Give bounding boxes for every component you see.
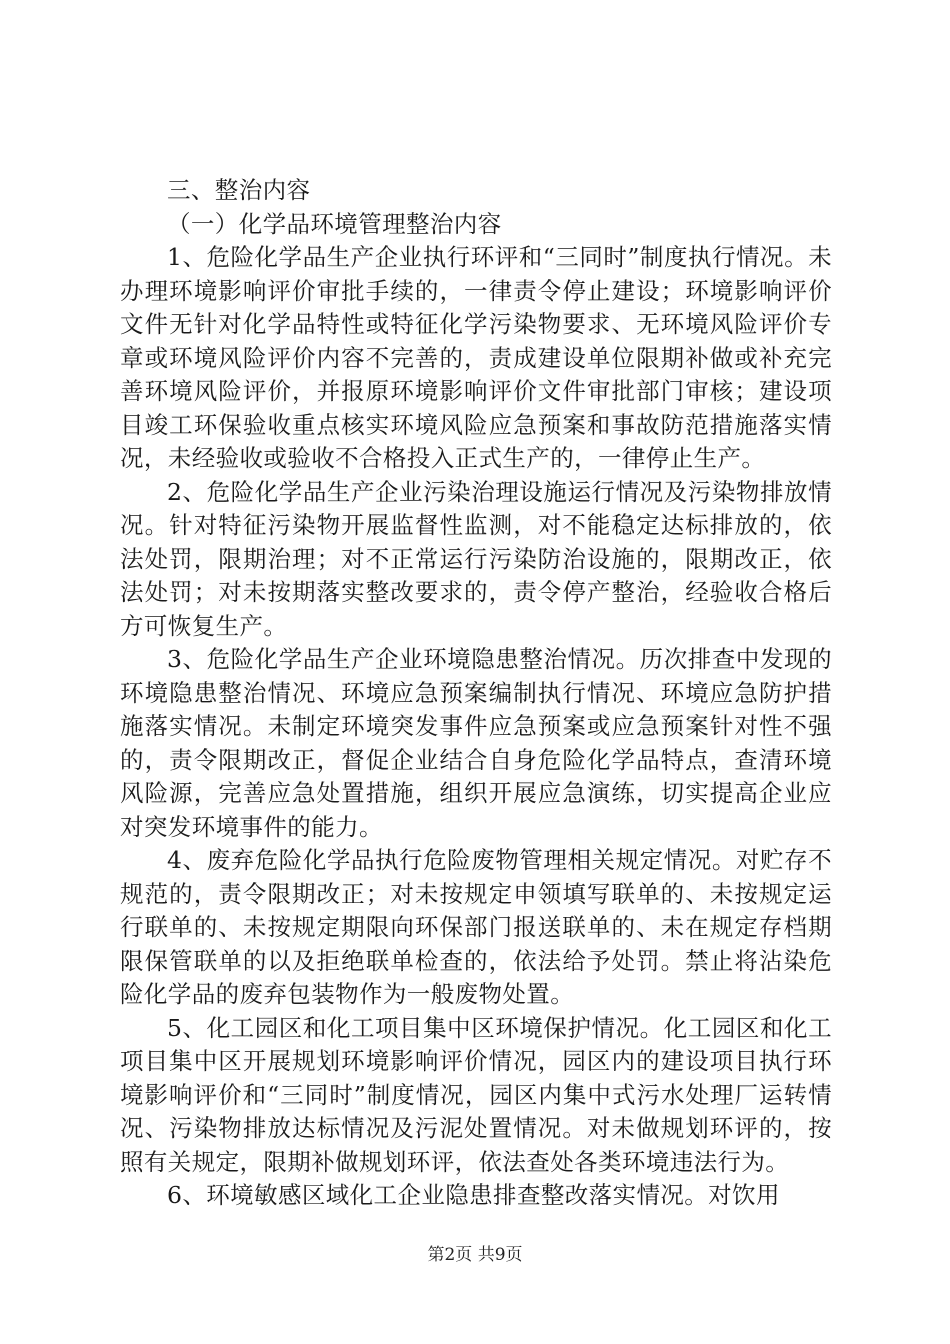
paragraph-item-5: 5、化工园区和化工项目集中区环境保护情况。化工园区和化工项目集中区开展规划环境影响评价情况，园区内的建设项目执行环境影响评价和“三同时”制度情况，园区内集中式污水处理厂运转情况、污染物排放达标情况及污泥处置情况。对未做规划环评的，按照有关规定，限期补做规划环评，依法查处各类环境违法行为。 <box>120 1013 832 1176</box>
paragraph-item-2: 2、危险化学品生产企业污染治理设施运行情况及污染物排放情况。针对特征污染物开展监督性监测，对不能稳定达标排放的，依法处罚，限期治理；对不正常运行污染防治设施的，限期改正，依法处罚；对未按期落实整改要求的，责令停产整治，经验收合格后方可恢复生产。 <box>120 477 832 640</box>
document-body <box>120 174 832 1213</box>
section-heading: 三、整治内容 <box>167 176 311 204</box>
page-number-footer: 第2页 共9页 <box>427 1245 523 1265</box>
paragraph-item-3: 3、危险化学品生产企业环境隐患整治情况。历次排查中发现的环境隐患整治情况、环境应急预案编制执行情况、环境应急防护措施落实情况。未制定环境突发事件应急预案或应急预案针对性不强的，责令限期改正，督促企业结合自身危险化学品特点，查清环境风险源，完善应急处置措施，组织开展应急演练，切实提高企业应对突发环境事件的能力。 <box>120 645 832 841</box>
paragraph-item-1: 1、危险化学品生产企业执行环评和“三同时”制度执行情况。未办理环境影响评价审批手续的，一律责令停止建设；环境影响评价文件无针对化学品特性或特征化学污染物要求、无环境风险评价专章或环境风险评价内容不完善的，责成建设单位限期补做或补充完善环境风险评价，并报原环境影响评价文件审批部门审核；建设项目竣工环保验收重点核实环境风险应急预案和事故防范措施落实情况，未经验收或验收不合格投入正式生产的，一律停止生产。 <box>120 243 832 472</box>
paragraph-item-6: 6、环境敏感区域化工企业隐患排查整改落实情况。对饮用 <box>167 1181 780 1209</box>
subsection-heading: （一）化学品环境管理整治内容 <box>167 209 502 238</box>
paragraph-item-4: 4、废弃危险化学品执行危险废物管理相关规定情况。对贮存不规范的，责令限期改正；对未按规定申领填写联单的、未按规定运行联单的、未按规定期限向环保部门报送联单的、未在规定存档期限保管联单的以及拒绝联单检查的，依法给予处罚。禁止将沾染危险化学品的废弃包装物作为一般废物处置。 <box>120 846 832 1008</box>
